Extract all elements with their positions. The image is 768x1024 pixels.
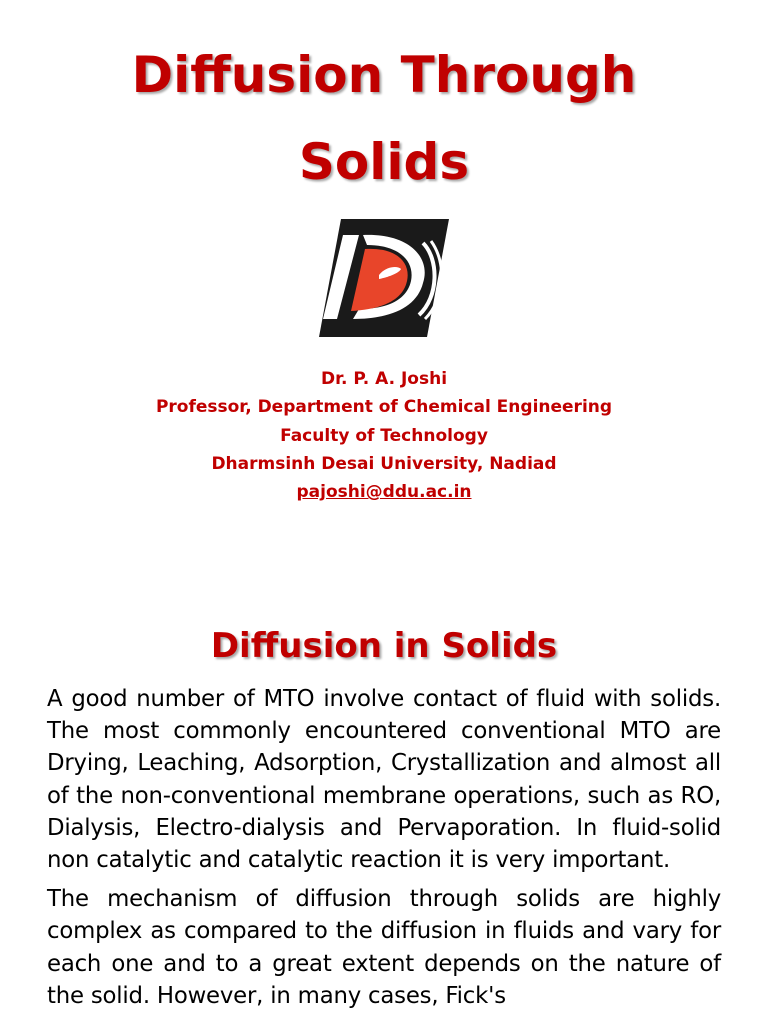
author-block: [0, 365, 768, 506]
author-name: Dr. P. A. Joshi: [320, 369, 448, 389]
ddu-logo-icon: [319, 219, 449, 337]
body-paragraph: A good number of MTO involve contact of fluid with solids. The most commonly encountered conventional MTO are Drying, Leaching, Adsorption, Crystallization and almost all of the non-conventional membrane operations, such as RO, Dialysis, Electro-dialysis and Pervaporation. In fluid-solid non catalytic and catalytic reaction it is very important.: [47, 686, 721, 874]
body-paragraph: The mechanism of diffusion through solids are highly complex as compared to the diffusion in fluids and vary for each one and to a great extent depends on the nature of the solid. However, in many cases, Fick's: [47, 886, 721, 1009]
university-logo: [319, 219, 449, 337]
author-university: Dharmsinh Desai University, Nadiad: [211, 453, 557, 474]
slide-title-line-1: Diffusion Through: [131, 46, 637, 104]
author-position: Professor, Department of Chemical Engineering: [155, 397, 613, 418]
author-faculty: Faculty of Technology: [280, 425, 488, 446]
author-email-link[interactable]: pajoshi@ddu.ac.in: [296, 482, 472, 503]
content-slide: [0, 575, 768, 1024]
slide-title-line-2: Solids: [298, 133, 470, 191]
slide-heading: Diffusion in Solids: [210, 626, 558, 666]
slide-body: [47, 683, 721, 1019]
